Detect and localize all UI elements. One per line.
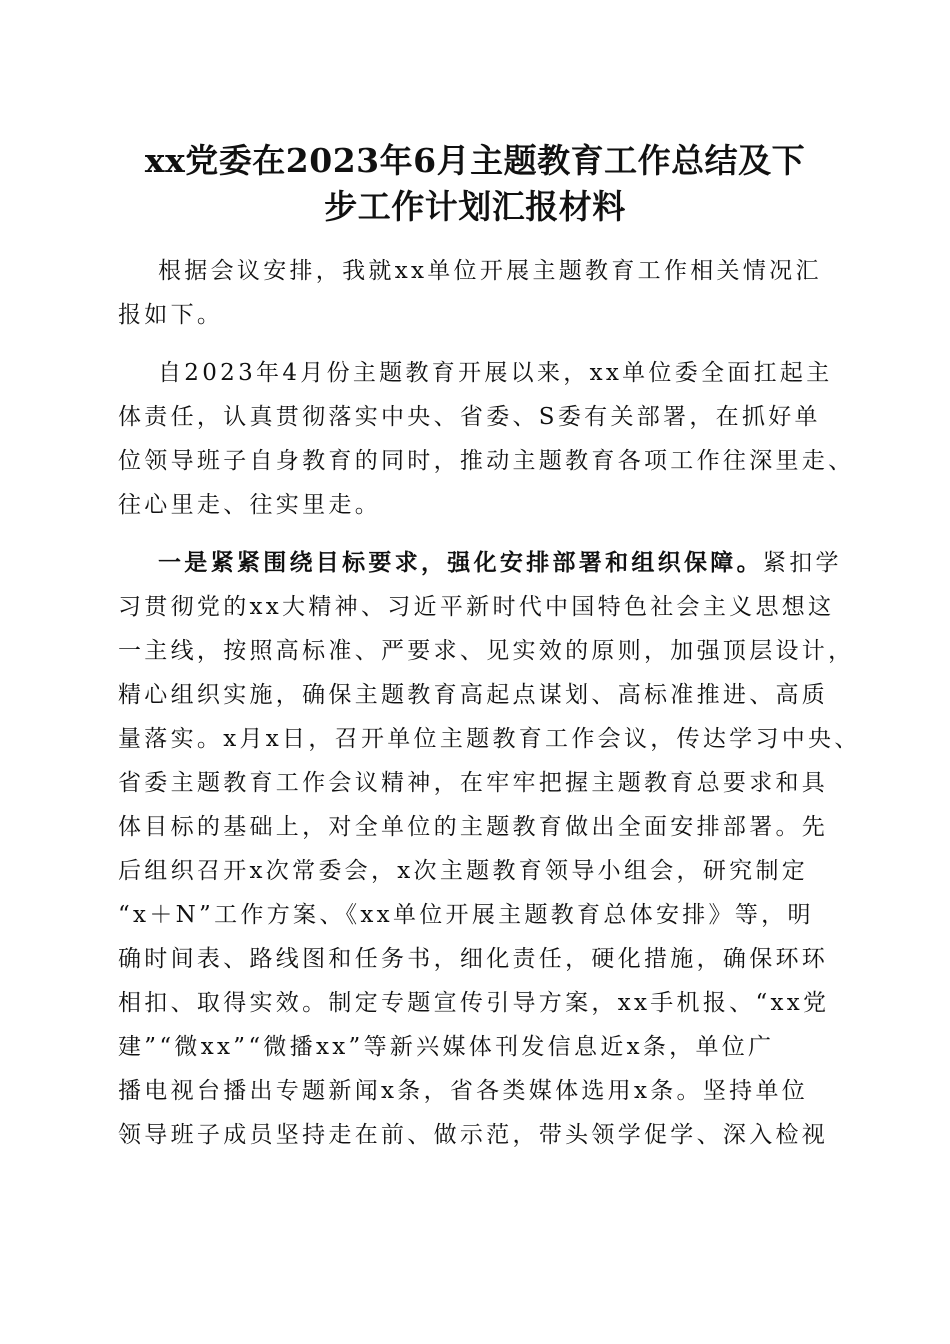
paragraph-line: 相扣、取得实效。制定专题宣传引导方案，xx手机报、“xx党 bbox=[118, 990, 830, 1016]
paragraph-line: 根据会议安排，我就xx单位开展主题教育工作相关情况汇 bbox=[158, 258, 822, 284]
document-title bbox=[100, 138, 850, 230]
paragraph-line: 量落实。x月x日，召开单位主题教育工作会议，传达学习中央、 bbox=[118, 726, 861, 752]
document-body bbox=[118, 249, 861, 1157]
paragraph-line: 后组织召开x次常委会，x次主题教育领导小组会，研究制定 bbox=[118, 858, 809, 884]
paragraph-line: 往心里走、往实里走。 bbox=[118, 492, 381, 518]
section-heading: 一是紧紧围绕目标要求，强化安排部署和组织保障。 bbox=[158, 549, 763, 576]
title-line: xx党委在2023年6月主题教育工作总结及下 bbox=[144, 141, 806, 180]
paragraph-line: 自2023年4月份主题教育开展以来，xx单位委全面扛起主 bbox=[158, 360, 833, 386]
paragraph-line: 领导班子成员坚持走在前、做示范，带头领学促学、深入检视 bbox=[118, 1122, 829, 1148]
title-line: 步工作计划汇报材料 bbox=[324, 187, 626, 226]
paragraph-line: 报如下。 bbox=[118, 302, 224, 328]
paragraph-line: 体责任，认真贯彻落实中央、省委、S委有关部署，在抓好单 bbox=[118, 404, 821, 430]
paragraph-line bbox=[118, 541, 842, 585]
paragraph-line: 位领导班子自身教育的同时，推动主题教育各项工作往深里走、 bbox=[118, 448, 855, 474]
paragraph-line: 确时间表、路线图和任务书，细化责任，硬化措施，确保环环 bbox=[118, 946, 829, 972]
paragraph-line: 一主线，按照高标准、严要求、见实效的原则，加强顶层设计， bbox=[118, 638, 855, 664]
paragraph-line: 建”“微xx”“微播xx”等新兴媒体刊发信息近x条，单位广 bbox=[118, 1034, 775, 1060]
paragraph-line: 省委主题教育工作会议精神，在牢牢把握主题教育总要求和具 bbox=[118, 770, 829, 796]
paragraph-text: 紧扣学 bbox=[762, 550, 842, 576]
paragraph-line: 习贯彻党的xx大精神、习近平新时代中国特色社会主义思想这 bbox=[118, 594, 835, 620]
paragraph-line: “x＋N”工作方案、《xx单位开展主题教育总体安排》等，明 bbox=[118, 902, 814, 928]
paragraph-line: 播电视台播出专题新闻x条，省各类媒体选用x条。坚持单位 bbox=[118, 1078, 809, 1104]
paragraph-line: 精心组织实施，确保主题教育高起点谋划、高标准推进、高质 bbox=[118, 682, 829, 708]
paragraph-line: 体目标的基础上，对全单位的主题教育做出全面安排部署。先 bbox=[118, 814, 829, 840]
